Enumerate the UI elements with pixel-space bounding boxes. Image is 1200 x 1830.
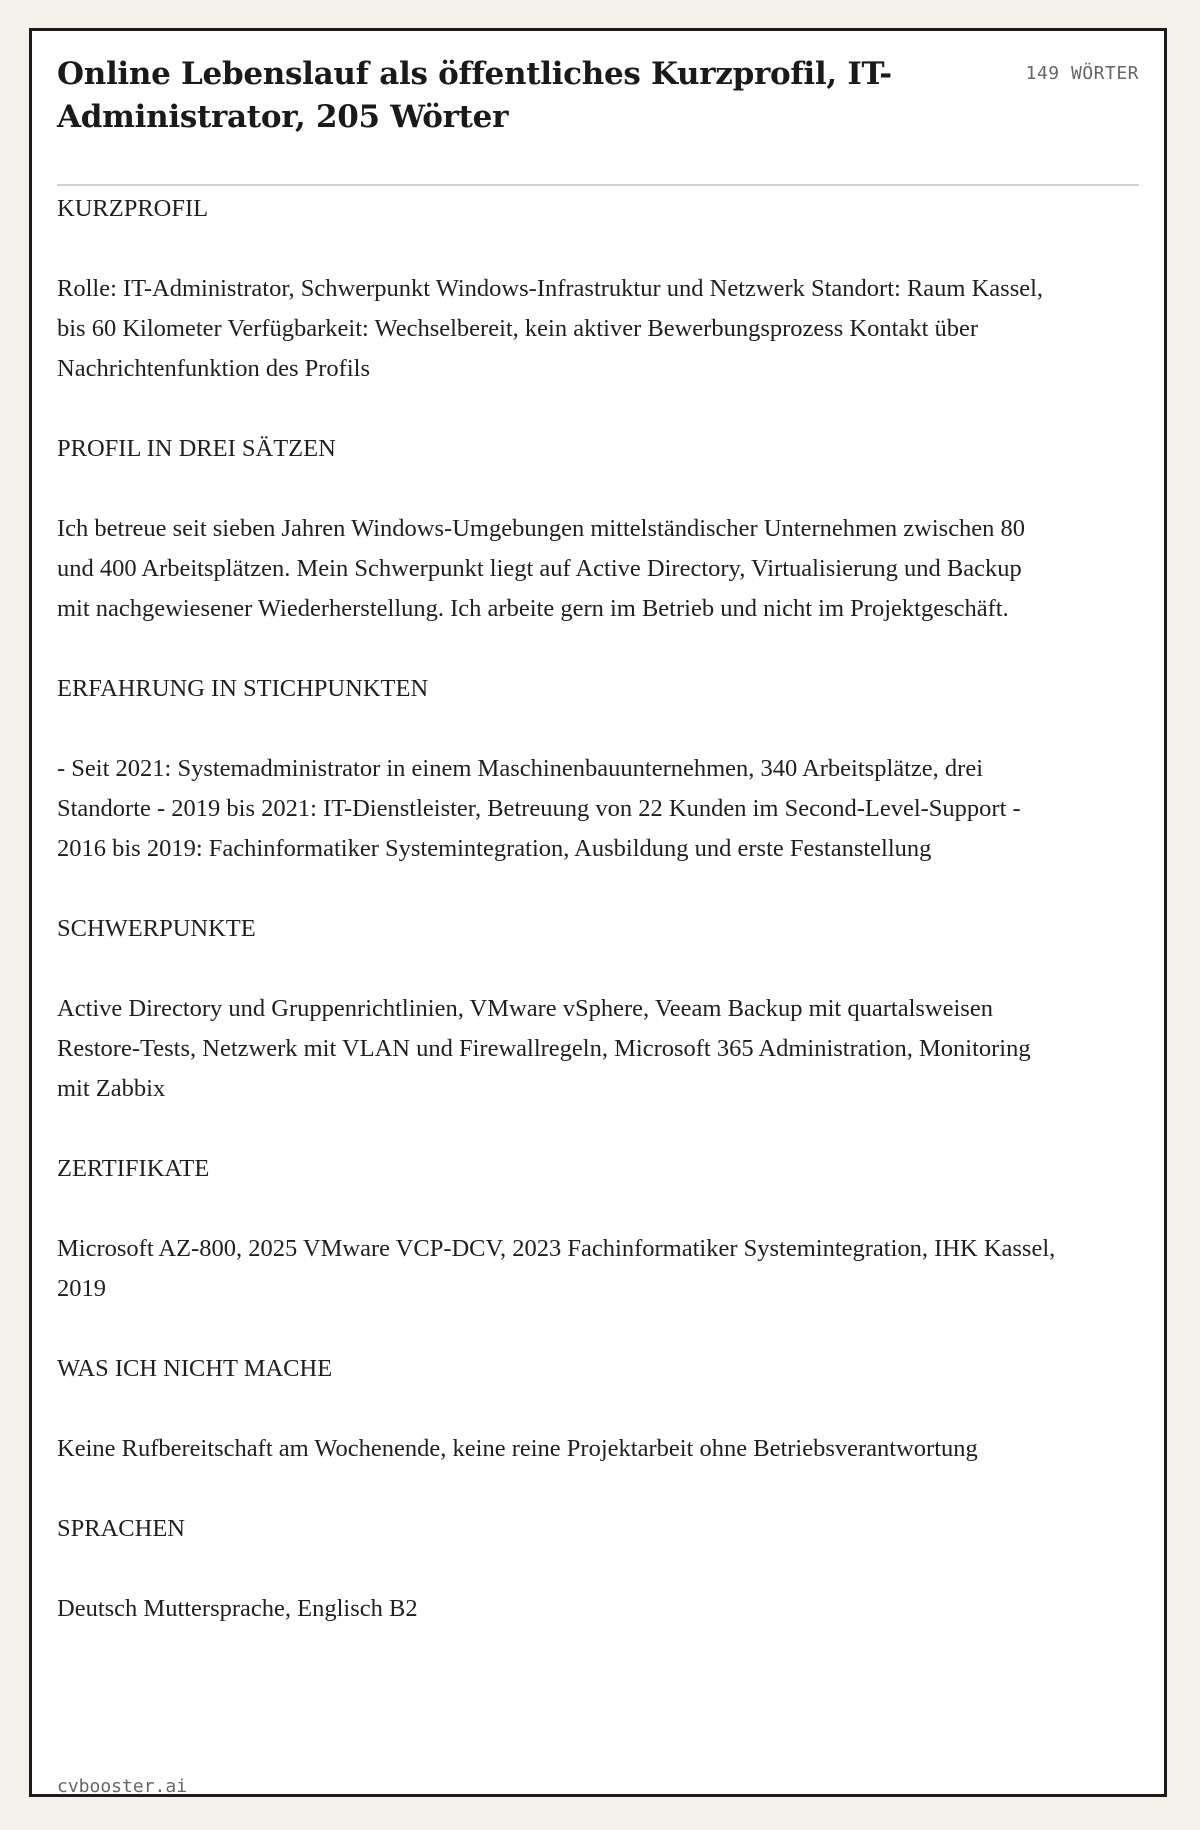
section-heading-profil: PROFIL IN DREI SÄTZEN (57, 435, 336, 462)
footer-brand: cvbooster.ai (57, 1776, 188, 1797)
section-heading-schwerpunkte: SCHWERPUNKTE (57, 915, 256, 942)
section-text-erfahrung: - Seit 2021: Systemadministrator in einem Maschinenbauunternehmen, 340 Arbeitsplätze, drei Standorte - 2019 bis 2021: IT-Dienstleister, Betreuung von 22 Kunden im Second-Level-Support - 2016 bis 2019: Fachinformatiker Systemintegration, Ausbildung und erste Festanstellung (57, 755, 1021, 862)
document-body (57, 189, 1057, 1669)
section-text-sprachen: Deutsch Muttersprache, Englisch B2 (57, 1595, 418, 1622)
resume-card (29, 28, 1167, 1797)
word-count-badge: 149 WÖRTER (1025, 63, 1139, 84)
section-text-nicht-mache: Keine Rufbereitschaft am Wochenende, keine reine Projektarbeit ohne Betriebsverantwortung (57, 1435, 978, 1462)
section-text-profil: Ich betreue seit sieben Jahren Windows-Umgebungen mittelständischer Unternehmen zwischen 80 und 400 Arbeitsplätzen. Mein Schwerpunkt liegt auf Active Directory, Virtualisierung und Backup mit nachgewiesener Wiederherstellung. Ich arbeite gern im Betrieb und nicht im Projektgeschäft. (57, 515, 1026, 622)
section-text-schwerpunkte: Active Directory und Gruppenrichtlinien, VMware vSphere, Veeam Backup mit quartalsweisen Restore-Tests, Netzwerk mit VLAN und Firewallregeln, Microsoft 365 Administration, Monitoring mit Zabbix (57, 995, 1031, 1102)
document-header (57, 53, 1139, 186)
section-heading-nicht-mache: WAS ICH NICHT MACHE (57, 1355, 333, 1382)
section-heading-kurzprofil: KURZPROFIL (57, 195, 209, 222)
section-heading-zertifikate: ZERTIFIKATE (57, 1155, 210, 1182)
document-title: Online Lebenslauf als öffentliches Kurzprofil, IT-Administrator, 205 Wörter (57, 56, 892, 135)
section-text-kurzprofil: Rolle: IT-Administrator, Schwerpunkt Windows-Infrastruktur und Netzwerk Standort: Raum Kassel, bis 60 Kilometer Verfügbarkeit: Wechselbereit, kein aktiver Bewerbungsprozess Kontakt über Nachrichtenfunktion des Profils (57, 275, 1044, 382)
section-heading-erfahrung: ERFAHRUNG IN STICHPUNKTEN (57, 675, 429, 702)
section-heading-sprachen: SPRACHEN (57, 1515, 185, 1542)
section-text-zertifikate: Microsoft AZ-800, 2025 VMware VCP-DCV, 2023 Fachinformatiker Systemintegration, IHK Kassel, 2019 (57, 1235, 1056, 1302)
